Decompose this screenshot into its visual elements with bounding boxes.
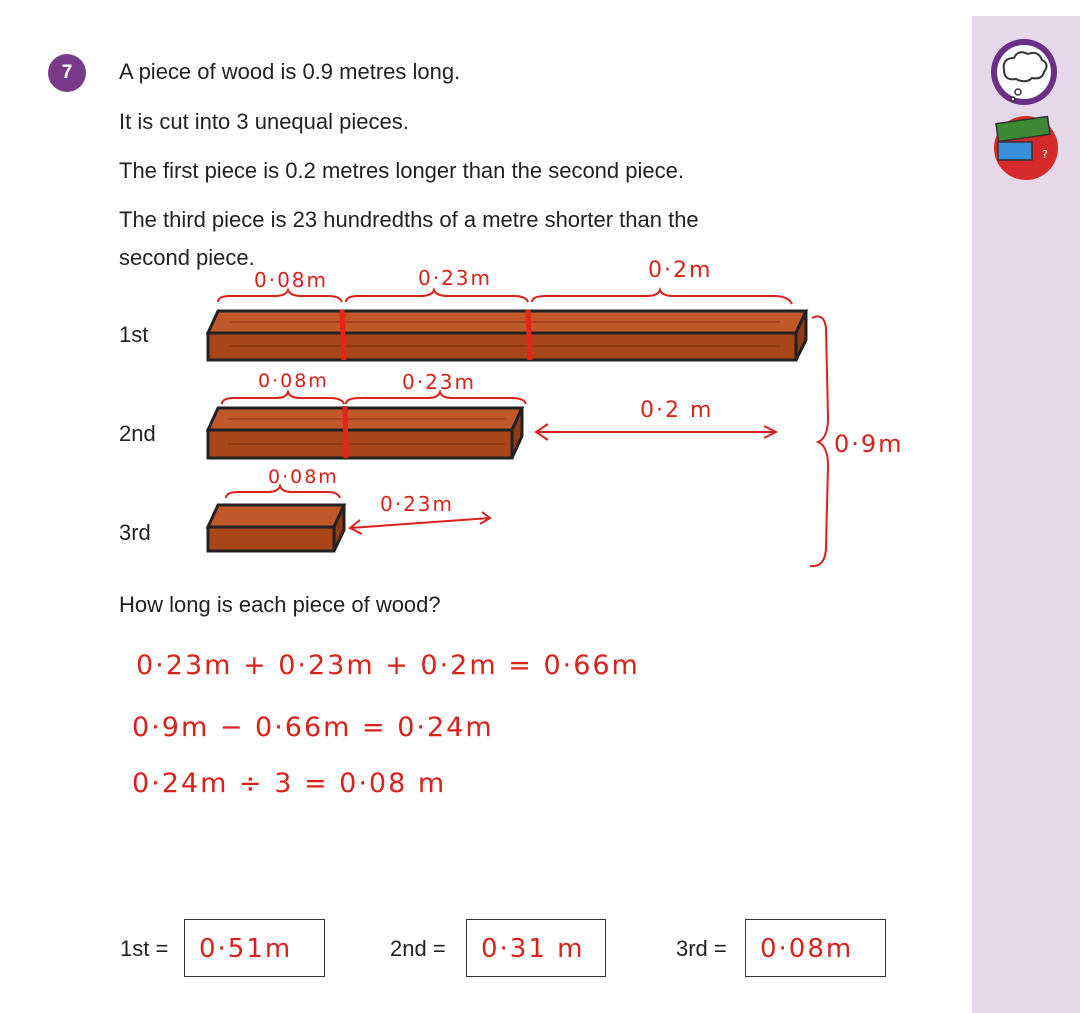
annotation-row2-third: 0·08m — [258, 370, 329, 392]
question-line-1: A piece of wood is 0.9 metres long. — [119, 59, 461, 84]
question-line-4: The third piece is 23 hundredths of a metre shorter than the — [119, 207, 699, 232]
annotation-row1-second: 0·23m — [418, 266, 493, 290]
row-label-1st: 1st — [119, 322, 149, 347]
answer-box-3rd[interactable] — [745, 919, 886, 977]
working-line-3: 0·24m ÷ 3 = 0·08 m — [132, 768, 447, 799]
answer-box-2nd[interactable] — [466, 919, 606, 977]
row-label-3rd: 3rd — [119, 520, 151, 545]
row-label-2nd: 2nd — [119, 421, 156, 446]
thought-bubble-icon[interactable] — [990, 34, 1060, 108]
answer-value-2nd: 0·31 m — [481, 934, 585, 964]
annotation-row1-extra: 0·2m — [648, 258, 713, 283]
question-prompt: How long is each piece of wood? — [119, 592, 441, 617]
question-line-3: The first piece is 0.2 metres longer than the second piece. — [119, 158, 684, 183]
annotation-total: 0·9m — [834, 430, 904, 458]
plank-3rd — [208, 505, 344, 551]
working-line-2: 0·9m − 0·66m = 0·24m — [132, 712, 494, 743]
question-number-badge: 7 — [48, 54, 86, 92]
answer-box-1st[interactable] — [184, 919, 325, 977]
plank-2nd — [208, 406, 522, 458]
annotation-row1-third: 0·08m — [254, 268, 329, 292]
bar-model-icon[interactable] — [992, 112, 1060, 182]
annotation-row3-diff: 0·23m — [380, 492, 455, 516]
svg-text:?: ? — [1042, 148, 1048, 161]
answer-value-1st: 0·51m — [199, 934, 293, 964]
question-line-2: It is cut into 3 unequal pieces. — [119, 109, 409, 134]
question-line-5: second piece. — [119, 245, 255, 270]
annotation-row2-extra: 0·2 m — [640, 398, 714, 423]
answer-label-2nd: 2nd = — [390, 936, 446, 961]
working-line-1: 0·23m + 0·23m + 0·2m = 0·66m — [136, 650, 640, 681]
annotation-row2-second: 0·23m — [402, 370, 477, 394]
annotation-row3-third: 0·08m — [268, 466, 339, 488]
plank-1st — [208, 310, 806, 360]
answer-label-3rd: 3rd = — [676, 936, 727, 961]
answer-value-3rd: 0·08m — [760, 934, 854, 964]
answer-label-1st: 1st = — [120, 936, 169, 961]
